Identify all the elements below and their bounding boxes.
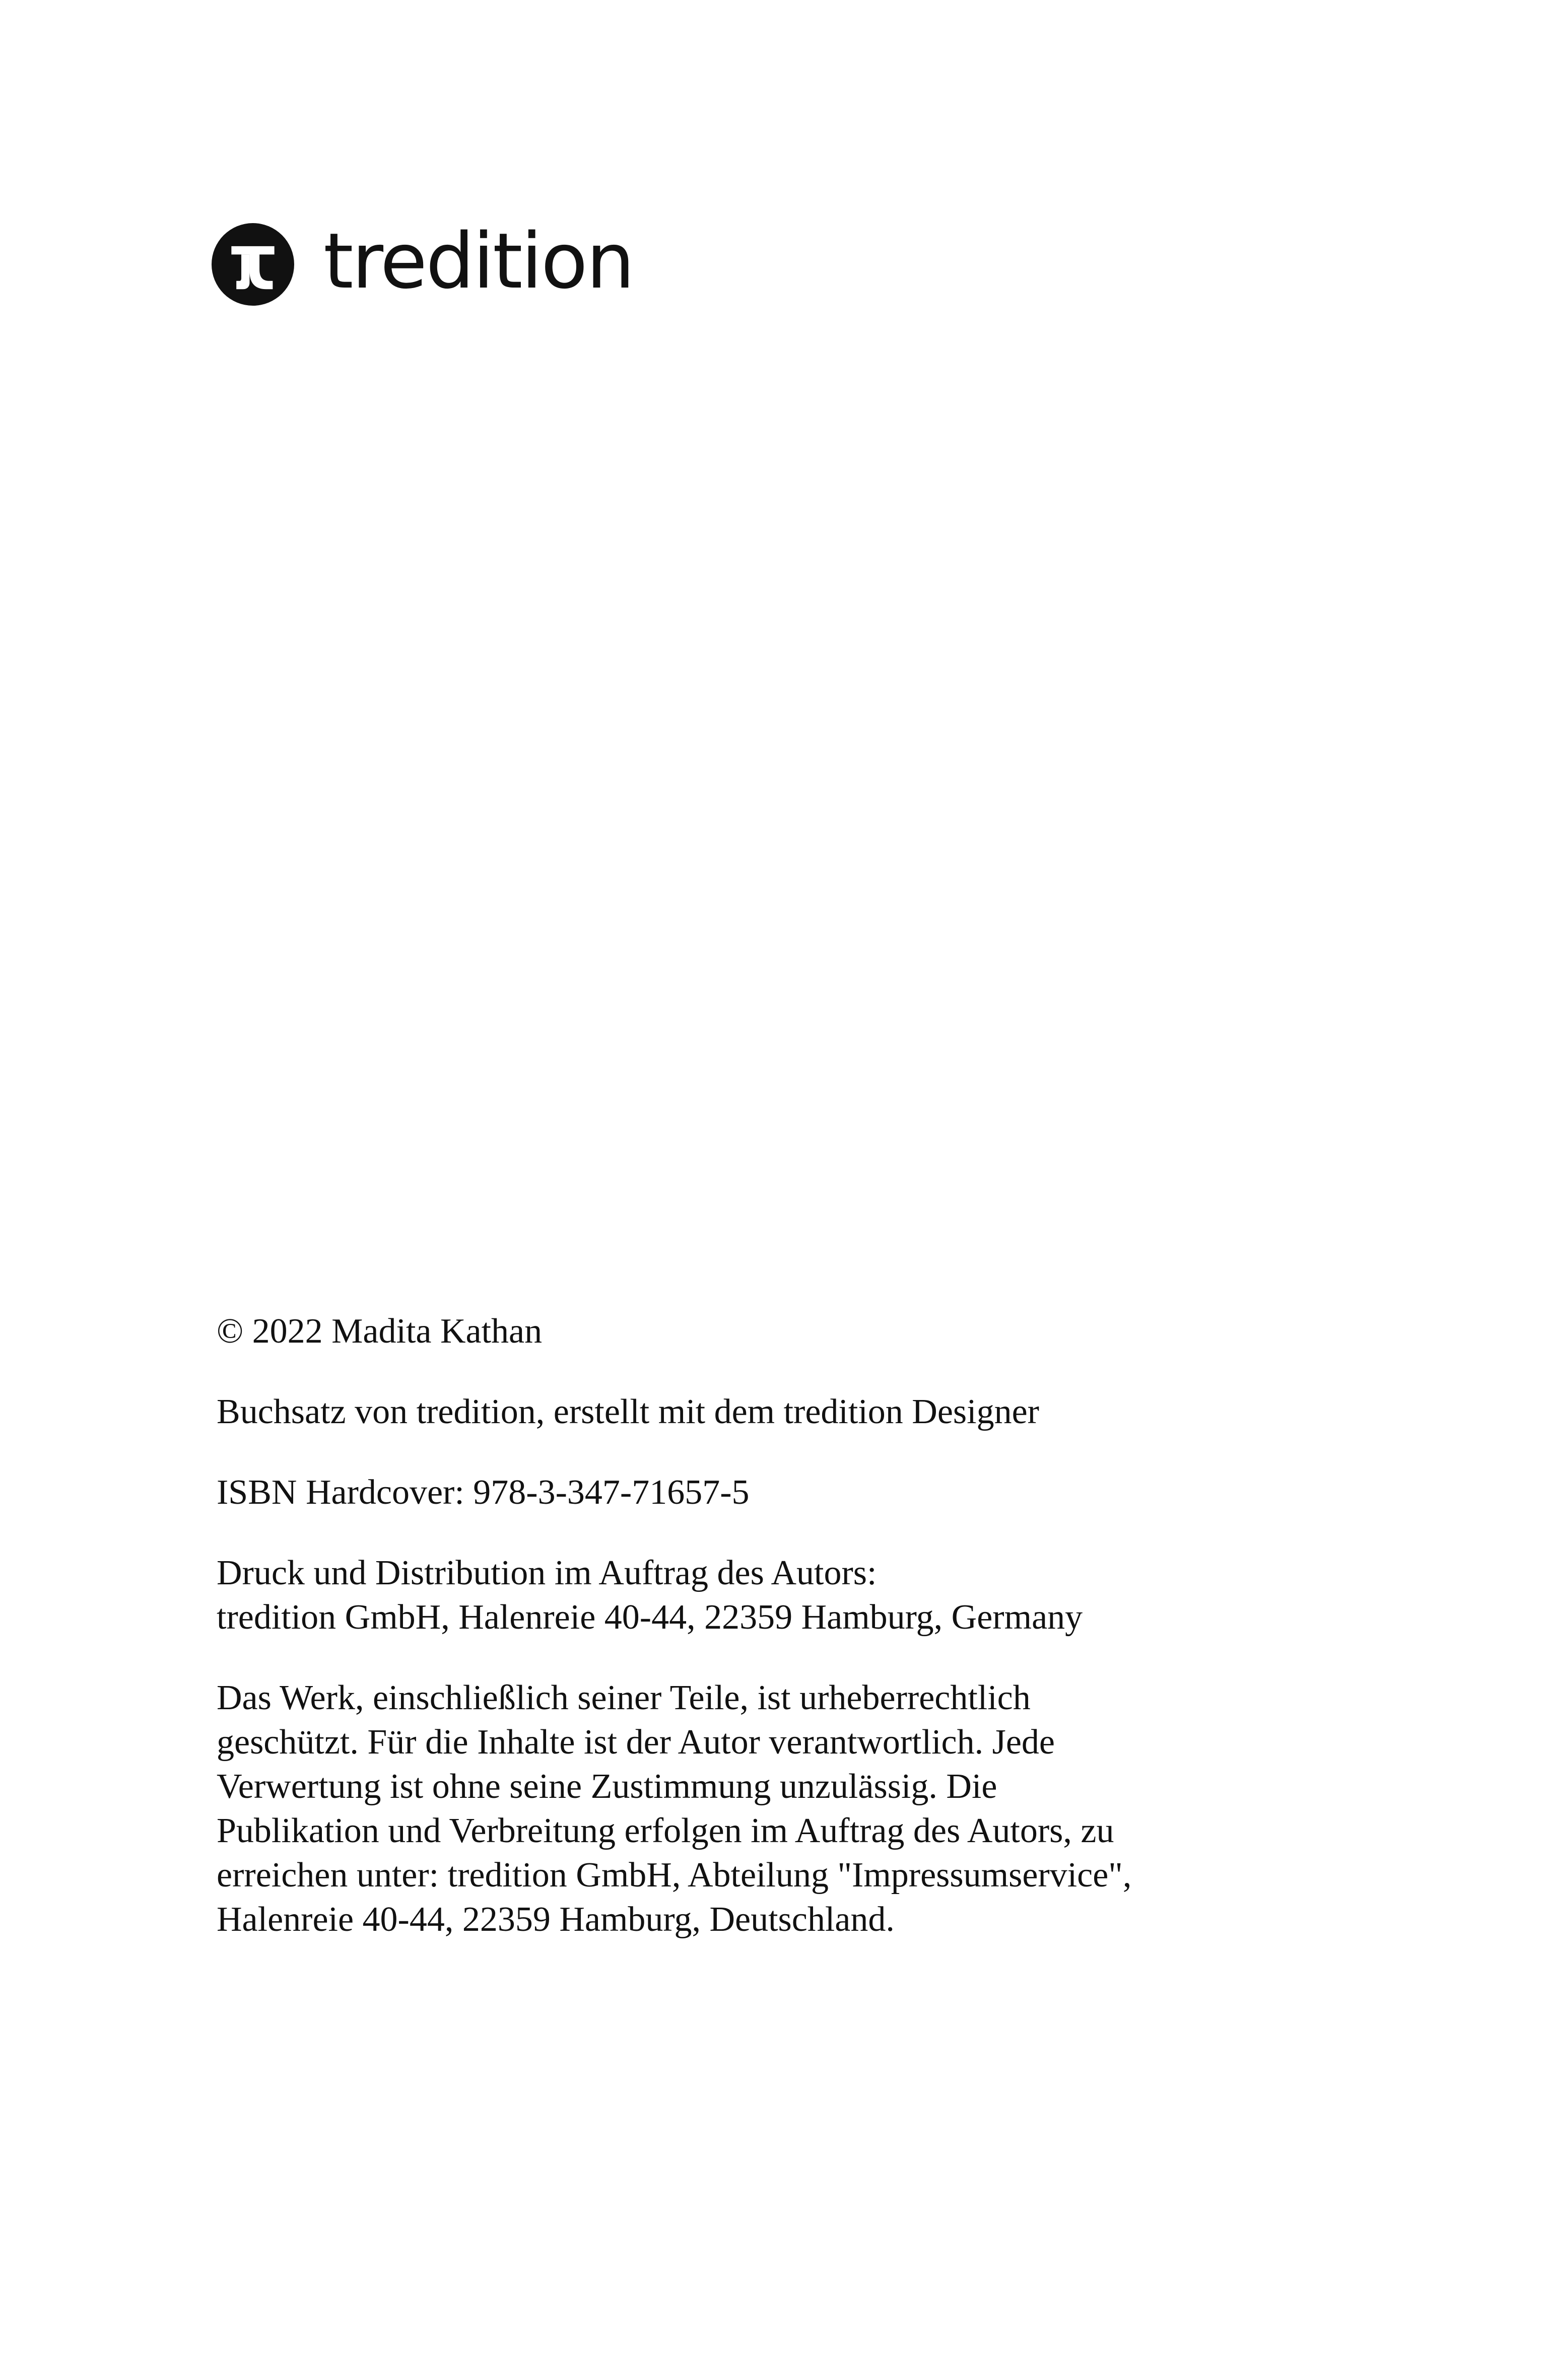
tredition-logo <box>212 217 634 307</box>
legal-line: erreichen unter: tredition GmbH, Abteilung "Impressumservice", <box>217 1856 1132 1895</box>
legal-line: geschützt. Für die Inhalte ist der Autor verantwortlich. Jede <box>217 1723 1055 1762</box>
distribution-notice <box>217 1551 1350 1640</box>
logo-wordmark: tredition <box>323 217 634 306</box>
legal-notice <box>217 1676 1350 1942</box>
legal-line: Verwertung ist ohne seine Zustimmung unzulässig. Die <box>217 1767 997 1806</box>
isbn-line: ISBN Hardcover: 978-3-347-71657-5 <box>217 1473 750 1512</box>
distribution-line-1: Druck und Distribution im Auftrag des Autors: <box>217 1554 877 1592</box>
legal-line: Halenreie 40-44, 22359 Hamburg, Deutschland. <box>217 1900 895 1939</box>
distribution-line-2: tredition GmbH, Halenreie 40-44, 22359 Hamburg, Germany <box>217 1598 1083 1637</box>
imprint-text <box>217 1309 1350 1978</box>
legal-line: Das Werk, einschließlich seiner Teile, ist urheberrechtlich <box>217 1678 1031 1717</box>
typesetting-credit: Buchsatz von tredition, erstellt mit dem tredition Designer <box>217 1392 1039 1431</box>
copyright-notice: © 2022 Madita Kathan <box>217 1312 543 1351</box>
legal-line: Publikation und Verbreitung erfolgen im Auftrag des Autors, zu <box>217 1811 1114 1850</box>
tredition-t-logo-icon <box>212 223 294 306</box>
